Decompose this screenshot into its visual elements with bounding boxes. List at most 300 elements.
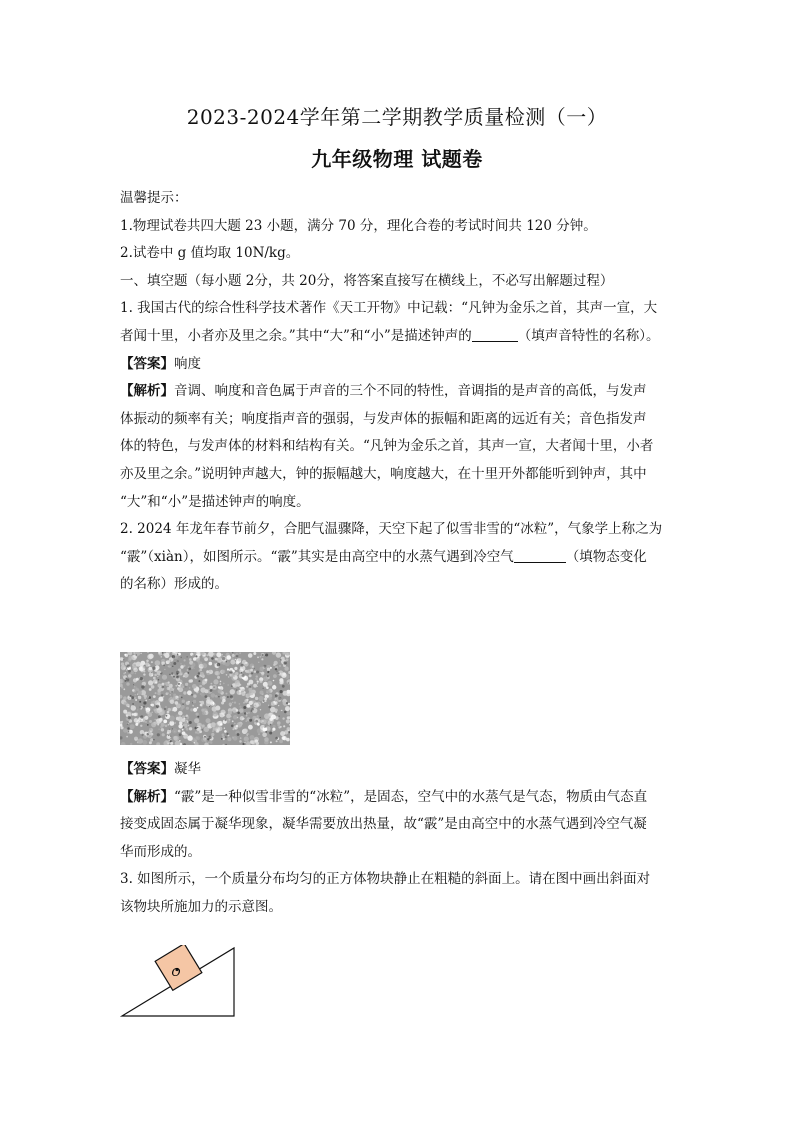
graupel-pellet [267,692,268,693]
graupel-pellet [173,696,177,700]
graupel-pellet [189,658,192,661]
graupel-pellet [200,672,204,676]
graupel-pellet [250,735,255,740]
graupel-pellet [139,719,141,721]
graupel-pellet [200,693,202,695]
graupel-pellet [212,706,217,711]
graupel-pellet [246,699,248,701]
graupel-pellet [175,701,179,705]
graupel-pellet [202,711,206,715]
tip-item-2: 2.试卷中 g 值均取 10N/kg。 [120,245,300,262]
graupel-shadow [269,706,272,709]
graupel-pellet [276,652,281,657]
graupel-pellet [130,671,133,674]
graupel-pellet [145,700,147,702]
graupel-pellet [233,736,238,741]
graupel-pellet [154,674,157,677]
graupel-pellet [138,691,142,695]
q1-analysis-3: 体的特色，与发声体的材料和结构有关。“凡钟为金乐之首，其声一宣，大者闻十里，小者 [120,438,654,455]
graupel-pellet [278,705,279,706]
graupel-pellet [235,659,236,660]
graupel-pellet [279,681,283,685]
graupel-pellet [283,691,288,696]
graupel-pellet [151,685,155,689]
q1-answer-label: 【答案】 [120,355,174,372]
graupel-pellet [123,710,127,714]
graupel-shadow [183,726,185,728]
graupel-pellet [201,738,206,743]
graupel-pellet [125,654,128,657]
graupel-shadow [141,685,144,688]
q2-analysis-1 [120,784,680,812]
graupel-pellet [244,736,249,741]
graupel-pellet [130,724,135,729]
graupel-shadow [182,703,184,705]
graupel-shadow [231,725,234,728]
graupel-pellet [283,725,285,727]
graupel-pellet [162,733,165,736]
graupel-pellet [249,680,254,685]
graupel-pellet [189,727,192,730]
graupel-pellet [265,700,267,702]
graupel-shadow [132,703,134,705]
graupel-shadow [136,654,138,656]
graupel-shadow [156,705,159,708]
graupel-pellet [264,687,266,689]
graupel-pellet [178,738,179,739]
graupel-pellet [200,685,202,687]
graupel-shadow [126,679,129,682]
graupel-pellet [234,723,236,725]
graupel-pellet [279,665,281,667]
graupel-pellet [282,736,286,740]
graupel-pellet [216,652,221,657]
graupel-shadow [284,661,287,664]
graupel-pellet [240,724,241,725]
graupel-shadow [166,715,168,717]
q1-analysis-1 [120,378,680,406]
graupel-pellet [218,689,223,694]
graupel-pellet [194,718,199,723]
graupel-pellet [233,715,238,720]
graupel-pellet [173,736,178,741]
graupel-pellet [286,719,290,723]
graupel-pellet [266,686,269,689]
graupel-pellet [142,740,147,745]
graupel-pellet [217,676,220,679]
graupel-shadow [177,660,179,662]
graupel-pellet [239,706,241,708]
graupel-shadow [169,729,170,730]
graupel-shadow [267,675,269,677]
graupel-pellet [212,730,214,732]
graupel-pellet [286,738,290,742]
graupel-shadow [162,686,165,689]
graupel-pellet [148,664,150,666]
graupel-shadow [270,724,272,726]
graupel-shadow [147,733,149,735]
graupel-pellet [240,684,241,685]
graupel-shadow [128,716,131,719]
graupel-shadow [171,691,172,692]
graupel-pellet [239,703,241,705]
graupel-pellet [250,669,253,672]
graupel-shadow [241,664,244,667]
graupel-pellet [214,663,216,665]
graupel-pellet [239,740,242,743]
q2-line-2-text-a: “霰”（xiàn），如图所示。“霰”其实是由高空中的水蒸气遇到冷空气 [120,548,514,565]
graupel-pellet [155,660,161,666]
tip-item-1: 1.物理试卷共四大题 23 小题，满分 70 分，理化合卷的考试时间共 120 分钟。 [120,217,597,234]
q2-answer-text: 凝华 [174,761,201,777]
graupel-pellet [167,711,170,714]
graupel-pellet [261,658,263,660]
graupel-pellet [230,660,235,665]
graupel-pellet [280,726,282,728]
graupel-shadow [210,689,213,692]
graupel-shadow [276,671,277,672]
graupel-pellet [244,742,246,744]
graupel-pellet [264,713,270,719]
graupel-pellet [135,673,137,675]
graupel-pellet [239,692,241,694]
graupel-pellet [286,658,289,661]
graupel-pellet [229,719,231,721]
graupel-pellet [268,705,269,706]
graupel-pellet [206,670,209,673]
graupel-shadow [209,706,210,707]
graupel-pellet [239,687,241,689]
graupel-pellet [263,676,268,681]
graupel-pellet [186,728,189,731]
graupel-pellet [169,716,175,722]
q1-analysis-5: “大”和“小”是描述钟声的响度。 [120,493,310,510]
graupel-pellet [168,724,170,726]
graupel-pellet [151,722,156,727]
graupel-shadow [185,717,186,718]
graupel-shadow [251,708,254,711]
graupel-shadow [128,731,129,732]
graupel-pellet [205,679,208,682]
graupel-pellet [149,688,152,691]
graupel-pellet [241,692,245,696]
graupel-pellet [143,673,145,675]
graupel-pellet [261,674,263,676]
graupel-pellet [178,730,181,733]
graupel-pellet [164,669,165,670]
q2-line-1: 2. 2024 年龙年春节前夕，合肥气温骤降，天空下起了似雪非雪的“冰粒”，气象学上称之为 [120,521,663,538]
graupel-pellet [188,725,189,726]
graupel-pellet [140,709,142,711]
graupel-pellet [122,721,124,723]
graupel-pellet [255,697,258,700]
q1-line-2-text-b: （填声音特性的名称）。 [517,327,660,344]
graupel-pellet [248,712,250,714]
graupel-pellet [192,655,194,657]
graupel-shadow [153,739,154,740]
graupel-pellet [177,698,179,700]
graupel-pellet [258,662,259,663]
graupel-pellet [186,707,189,710]
graupel-pellet [239,652,241,654]
graupel-shadow [269,732,272,735]
graupel-pellet [123,696,127,700]
graupel-pellet [193,700,196,703]
graupel-photo-image [120,652,290,745]
graupel-pellet [234,702,236,704]
graupel-pellet [213,679,218,684]
graupel-pellet [253,684,257,688]
graupel-pellet [148,680,153,685]
q1-line-1: 1. 我国古代的综合性科学技术著作《天工开物》中记载：“凡钟为金乐之首，其声一宣，大 [120,300,658,317]
graupel-shadow [143,706,145,708]
graupel-shadow [278,697,281,700]
graupel-shadow [280,690,283,693]
graupel-shadow [148,696,151,699]
graupel-pellet [230,689,235,694]
graupel-shadow [225,719,227,721]
graupel-shadow [279,716,280,717]
graupel-pellet [234,680,236,682]
graupel-pellet [281,710,282,711]
graupel-shadow [243,706,246,709]
graupel-pellet [199,669,201,671]
graupel-pellet [227,737,231,741]
graupel-pellet [288,730,290,732]
graupel-shadow [204,736,206,738]
graupel-pellet [169,689,173,693]
graupel-shadow [242,743,244,745]
graupel-pellet [240,716,244,720]
graupel-pellet [240,737,242,739]
graupel-shadow [263,700,265,702]
graupel-shadow [202,729,203,730]
graupel-pellet [267,681,272,686]
graupel-pellet [245,662,247,664]
graupel-pellet [185,672,187,674]
graupel-shadow [198,680,200,682]
graupel-pellet [173,707,178,712]
graupel-pellet [181,718,185,722]
graupel-shadow [264,665,267,668]
graupel-pellet [234,725,235,726]
graupel-pellet [181,673,183,675]
graupel-shadow [127,664,130,667]
q1-answer-text: 响度 [174,355,201,372]
graupel-shadow [139,701,141,703]
graupel-pellet [265,695,268,698]
graupel-pellet [158,684,162,688]
q2-answer [120,756,680,784]
graupel-shadow [170,740,172,742]
graupel-shadow [288,682,290,684]
graupel-pellet [129,698,131,700]
graupel-pellet [211,693,215,697]
graupel-shadow [143,701,146,704]
graupel-shadow [189,721,192,724]
q3-line-2: 该物块所施加力的示意图。 [120,898,282,915]
graupel-pellet [175,685,177,687]
graupel-pellet [210,741,213,744]
graupel-pellet [277,724,280,727]
graupel-pellet [135,699,137,701]
graupel-shadow [163,664,165,666]
graupel-pellet [185,683,188,686]
center-label-o: O [171,966,181,979]
graupel-shadow [255,720,258,723]
graupel-photo [120,652,290,745]
graupel-pellet [168,681,170,683]
graupel-pellet [123,667,125,669]
q2-line-2-text-b: （填物态变化 [565,548,647,565]
graupel-pellet [211,704,213,706]
graupel-pellet [121,686,123,688]
graupel-pellet [184,715,189,720]
graupel-shadow [205,695,208,698]
graupel-shadow [169,674,170,675]
graupel-pellet [209,670,211,672]
graupel-pellet [123,688,125,690]
graupel-pellet [146,660,149,663]
graupel-shadow [187,656,188,657]
graupel-shadow [171,672,173,674]
graupel-pellet [269,697,272,700]
graupel-pellet [162,683,164,685]
graupel-pellet [157,676,158,677]
graupel-pellet [251,740,255,744]
graupel-pellet [192,684,197,689]
graupel-pellet [179,740,181,742]
graupel-shadow [275,668,277,670]
graupel-pellet [190,708,193,711]
graupel-pellet [228,676,230,678]
graupel-pellet [173,694,176,697]
graupel-pellet [255,705,256,706]
q1-answer [120,351,680,379]
graupel-pellet [224,728,225,729]
graupel-pellet [149,699,150,700]
graupel-pellet [175,722,176,723]
graupel-shadow [195,727,198,730]
graupel-pellet [222,696,226,700]
graupel-shadow [201,677,202,678]
graupel-shadow [191,694,193,696]
graupel-pellet [215,658,218,661]
graupel-pellet [211,722,217,728]
exam-body [120,185,680,599]
graupel-pellet [162,675,167,680]
graupel-pellet [187,736,192,741]
graupel-pellet [155,692,157,694]
graupel-shadow [265,654,268,657]
graupel-pellet [161,656,162,657]
graupel-shadow [249,686,251,688]
graupel-pellet [128,674,132,678]
graupel-pellet [262,732,267,737]
graupel-pellet [220,681,222,683]
graupel-pellet [209,662,213,666]
graupel-pellet [260,691,264,695]
graupel-pellet [249,701,253,705]
graupel-shadow [129,695,131,697]
graupel-shadow [158,715,161,718]
graupel-pellet [203,655,204,656]
graupel-pellet [249,690,254,695]
graupel-pellet [255,723,257,725]
graupel-pellet [144,721,145,722]
graupel-shadow [229,671,232,674]
graupel-pellet [246,715,248,717]
graupel-shadow [256,671,259,674]
graupel-shadow [254,668,255,669]
graupel-pellet [139,666,144,671]
graupel-pellet [227,684,229,686]
graupel-pellet [254,671,256,673]
graupel-pellet [170,700,175,705]
graupel-shadow [226,733,228,735]
graupel-pellet [284,666,288,670]
graupel-shadow [140,715,143,718]
graupel-shadow [241,672,242,673]
graupel-pellet [186,701,190,705]
graupel-pellet [130,743,132,745]
graupel-pellet [223,683,225,685]
graupel-pellet [184,659,186,661]
graupel-pellet [258,733,260,735]
graupel-pellet [159,681,160,682]
graupel-shadow [197,727,198,728]
graupel-pellet [178,653,181,656]
graupel-pellet [285,706,290,711]
graupel-pellet [199,730,202,733]
graupel-pellet [126,669,127,670]
graupel-pellet [159,718,163,722]
graupel-shadow [286,702,288,704]
graupel-pellet [127,730,131,734]
graupel-pellet [168,665,170,667]
graupel-pellet [206,718,211,723]
q1-analysis-2: 体振动的频率有关；响度指声音的强弱，与发声体的振幅和距离的远近有关；音色指发声 [120,410,647,427]
q2-analysis-text-1: “霰”是一种似雪非雪的“冰粒”，是固态，空气中的水蒸气是气态，物质由气态直 [174,788,648,805]
graupel-pellet [282,717,284,719]
q1-analysis-4: 亦及里之余。”说明钟声越大，钟的振幅越大，响度越大，在十里开外都能听到钟声，其中 [120,465,647,482]
q2-answer-blank [514,548,566,563]
graupel-pellet [200,664,203,667]
graupel-shadow [127,727,129,729]
graupel-shadow [164,708,166,710]
graupel-shadow [188,667,191,670]
graupel-pellet [134,697,137,700]
graupel-pellet [155,719,156,720]
graupel-pellet [151,712,153,714]
graupel-pellet [204,689,208,693]
graupel-pellet [241,689,243,691]
graupel-pellet [134,737,138,741]
graupel-pellet [262,722,264,724]
graupel-pellet [126,736,128,738]
graupel-pellet [150,730,152,732]
graupel-pellet [235,672,238,675]
graupel-pellet [182,729,184,731]
graupel-shadow [140,677,143,680]
graupel-pellet [267,721,272,726]
graupel-pellet [148,731,150,733]
graupel-pellet [257,683,258,684]
graupel-shadow [125,680,127,682]
graupel-shadow [139,706,141,708]
graupel-pellet [126,682,129,685]
graupel-pellet [256,675,258,677]
